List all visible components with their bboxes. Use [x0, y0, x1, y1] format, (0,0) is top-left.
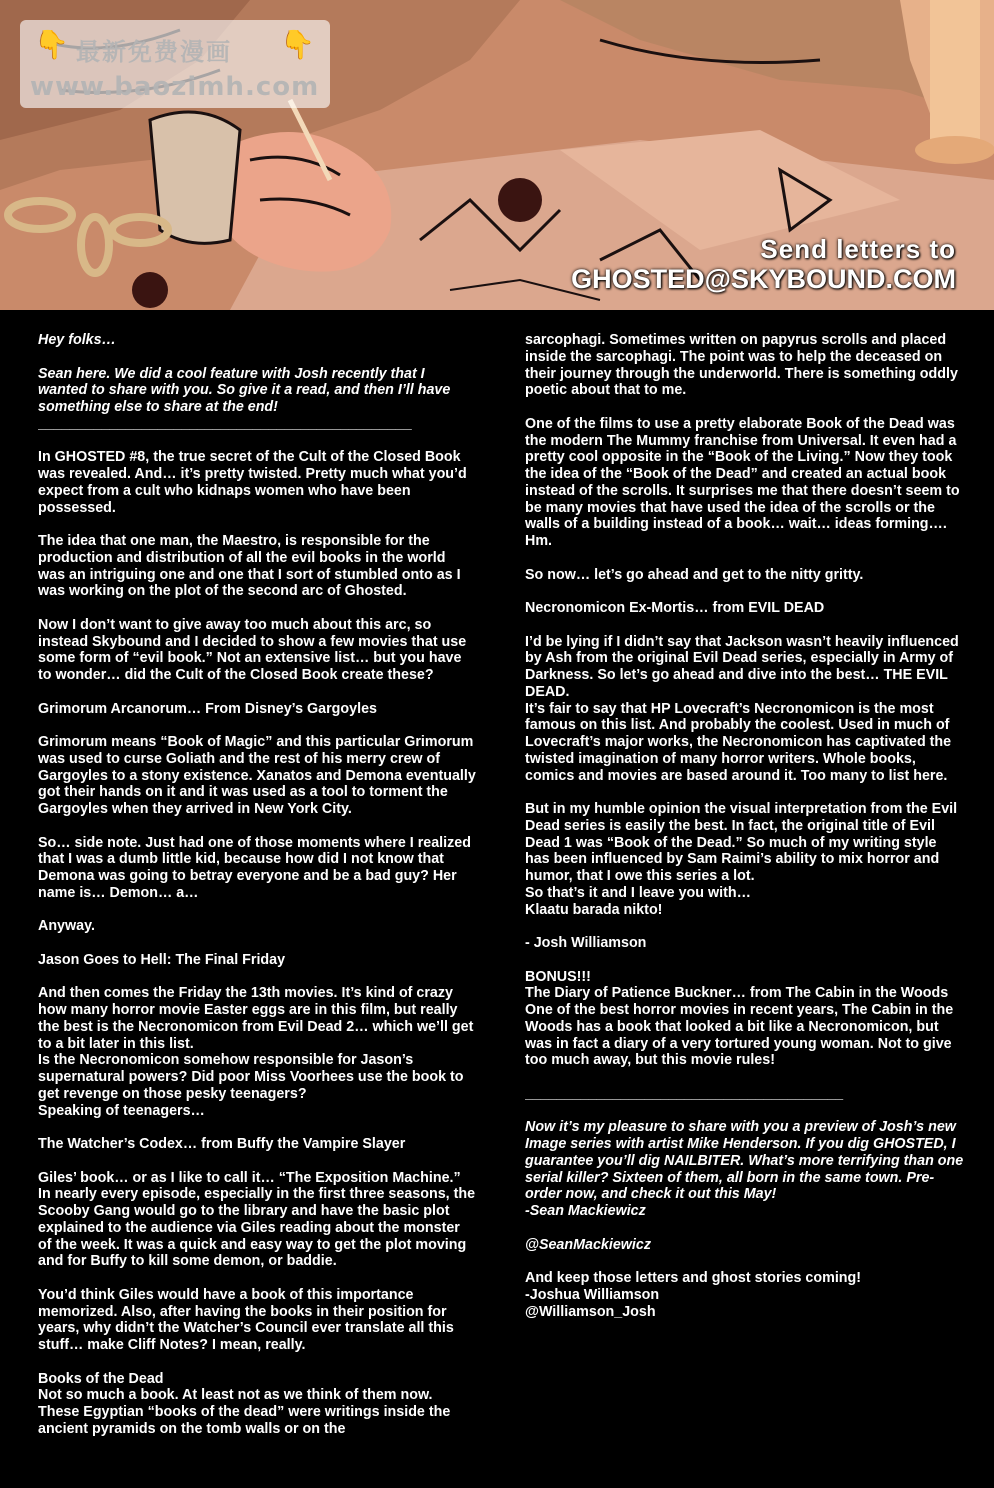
- watermark-line2: www.baozimh.com: [30, 72, 320, 102]
- paragraph: Books of the Dead: [38, 1370, 164, 1387]
- paragraph: And then comes the Friday the 13th movies. It’s kind of crazy how many horror movie Easter eggs are in this film, but really the best is the Necronomicon from Evil Dead 2… which we’ll get to a bit later in this list.: [38, 985, 474, 1052]
- header-artwork: [0, 0, 994, 310]
- paragraph: Grimorum Arcanorum… From Disney’s Gargoyles: [38, 700, 377, 717]
- letters-column-left: [38, 332, 476, 1438]
- paragraph: The idea that one man, the Maestro, is responsible for the production and distribution of all the evil books in the world was an intriguing one and one that I sort of stumbled onto as I was working on the plot of the second arc of Ghosted.: [38, 533, 461, 600]
- send-letters-email: GHOSTED@SKYBOUND.COM: [571, 264, 956, 294]
- paragraph: Jason Goes to Hell: The Final Friday: [38, 951, 286, 968]
- paragraph: Grimorum means “Book of Magic” and this particular Grimorum was used to curse Goliath and the rest of his merry crew of Gargoyles to a stony existence. Xanatos and Demona eventually got their hands on it and it was used as a tool to torment the Gargoyles when they arrived in New York City.: [38, 734, 476, 817]
- paragraph: Hey folks…: [38, 332, 116, 348]
- divider-rule: ________________________________________: [525, 1085, 844, 1102]
- paragraph: The Watcher’s Codex… from Buffy the Vampire Slayer: [38, 1136, 406, 1152]
- paragraph: Is the Necronomicon somehow responsible for Jason’s supernatural powers? Did poor Miss Voorhees use the book to get revenge on those pesky teenagers?: [38, 1052, 464, 1102]
- paragraph: Anyway.: [38, 918, 95, 935]
- site-watermark: [20, 20, 330, 108]
- paragraph: BONUS!!!: [525, 968, 591, 985]
- paragraph: Now I don’t want to give away too much about this arc, so instead Skybound and I decided to show a few movies that use some form of “evil book.” Not an extensive list… but you have to wonder… did the Cult of the Closed Book create these?: [38, 616, 467, 683]
- paragraph: @SeanMackiewicz: [525, 1236, 651, 1253]
- paragraph: Speaking of teenagers…: [38, 1102, 205, 1119]
- paragraph: One of the best horror movies in recent years, The Cabin in the Woods has a book that looked a bit like a Necronomicon, but was in fact a diary of a very tortured young woman. Not to give too much away, but this movie rules!: [525, 1002, 954, 1069]
- paragraph: You’d think Giles would have a book of this importance memorized. Also, after having the books in their position for years, why didn’t the Watcher’s Council ever translate all this stuff… make Cliff Notes? I mean, really.: [38, 1286, 454, 1353]
- paragraph: Necronomicon Ex-Mortis… from EVIL DEAD: [525, 600, 825, 616]
- letters-column-right: [525, 332, 965, 1320]
- paragraph: Sean here. We did a cool feature with Josh recently that I wanted to share with you. So give it a read, and then I’ll have something else to share at the end!: [38, 365, 451, 415]
- paragraph: -Joshua Williamson: [525, 1286, 660, 1303]
- paragraph: sarcophagi. Sometimes written on papyrus scrolls and placed inside the sarcophagi. The point was to help the deceased on their journey through the underworld. There is something oddly poetic about that to me.: [525, 332, 958, 399]
- paragraph: - Josh Williamson: [525, 935, 647, 951]
- watermark-line1: 最新免费漫画: [76, 38, 232, 66]
- paragraph: And keep those letters and ghost stories coming!: [525, 1270, 862, 1286]
- paragraph: @Williamson_Josh: [525, 1303, 656, 1320]
- paragraph: Giles’ book… or as I like to call it… “The Exposition Machine.” In nearly every episode, especially in the first three seasons, the Scooby Gang would go to the library and have the basic plot explained to the audience via Giles reading about the monster of the week. It was a quick and easy way to get the plot moving and for Buffy to kill some demon, or baddie.: [38, 1169, 476, 1270]
- paragraph: Klaatu barada nikto!: [525, 901, 663, 918]
- paragraph: So that’s it and I leave you with…: [525, 884, 751, 901]
- pointing-hand-icon: 👇: [34, 29, 69, 60]
- paragraph: One of the films to use a pretty elaborate Book of the Dead was the modern The Mummy franchise from Universal. It even had a pretty cool opposite in the “Book of the Living.” Now they took the idea of the “Book of the Dead” and created an actual book instead of the scrolls. It surprises me that there doesn’t seem to be many movies that have used the idea of the scrolls or the walls of a building instead of a book… wait… ideas forming…. Hm.: [525, 415, 960, 549]
- paragraph: Not so much a book. At least not as we think of them now. These Egyptian “books of the dead” were writings inside the ancient pyramids on the tomb walls or on the: [38, 1387, 451, 1437]
- paragraph: I’d be lying if I didn’t say that Jackson wasn’t heavily influenced by Ash from the original Evil Dead series, especially in Army of Darkness. So let’s go ahead and dive into the best… THE EVIL DEAD.: [525, 633, 959, 700]
- pointing-hand-icon: 👇: [280, 29, 315, 60]
- paragraph: It’s fair to say that HP Lovecraft’s Necronomicon is the most famous on this list. And probably the coolest. Used in much of Lovecraft’s major works, the Necronomicon has captivated the twisted imagination of many horror writers. Whole books, comics and movies are based around it. Too many to list here.: [525, 700, 952, 784]
- send-letters-label: Send letters to: [760, 234, 956, 264]
- paragraph: So now… let’s go ahead and get to the nitty gritty.: [525, 566, 864, 583]
- divider-rule: _______________________________________________: [38, 415, 412, 432]
- paragraph: The Diary of Patience Buckner… from The Cabin in the Woods: [525, 985, 949, 1002]
- paragraph: In GHOSTED #8, the true secret of the Cult of the Closed Book was revealed. And… it’s pretty twisted. Pretty much what you’d expect from a cult who kidnaps women who have been possessed.: [38, 449, 467, 516]
- paragraph: Now it’s my pleasure to share with you a preview of Josh’s new Image series with artist Mike Henderson. If you dig GHOSTED, I guarantee you’ll dig NAILBITER. What’s more terrifying than one serial killer? Sixteen of them, all born in the same town. Pre-order now, and check it out this May!: [525, 1119, 964, 1203]
- paragraph: So… side note. Just had one of those moments where I realized that I was a dumb little kid, because how did I not know that Demona was going to betray everyone and be a bad guy? Her name is… Demon… a…: [38, 834, 471, 901]
- paragraph: But in my humble opinion the visual interpretation from the Evil Dead series is easily the best. In fact, the original title of Evil Dead 1 was “Book of the Dead.” So much of my writing style has been influenced by Sam Raimi’s ability to mix horror and humor, that I owe this series a lot.: [525, 801, 958, 884]
- paragraph: -Sean Mackiewicz: [525, 1203, 646, 1219]
